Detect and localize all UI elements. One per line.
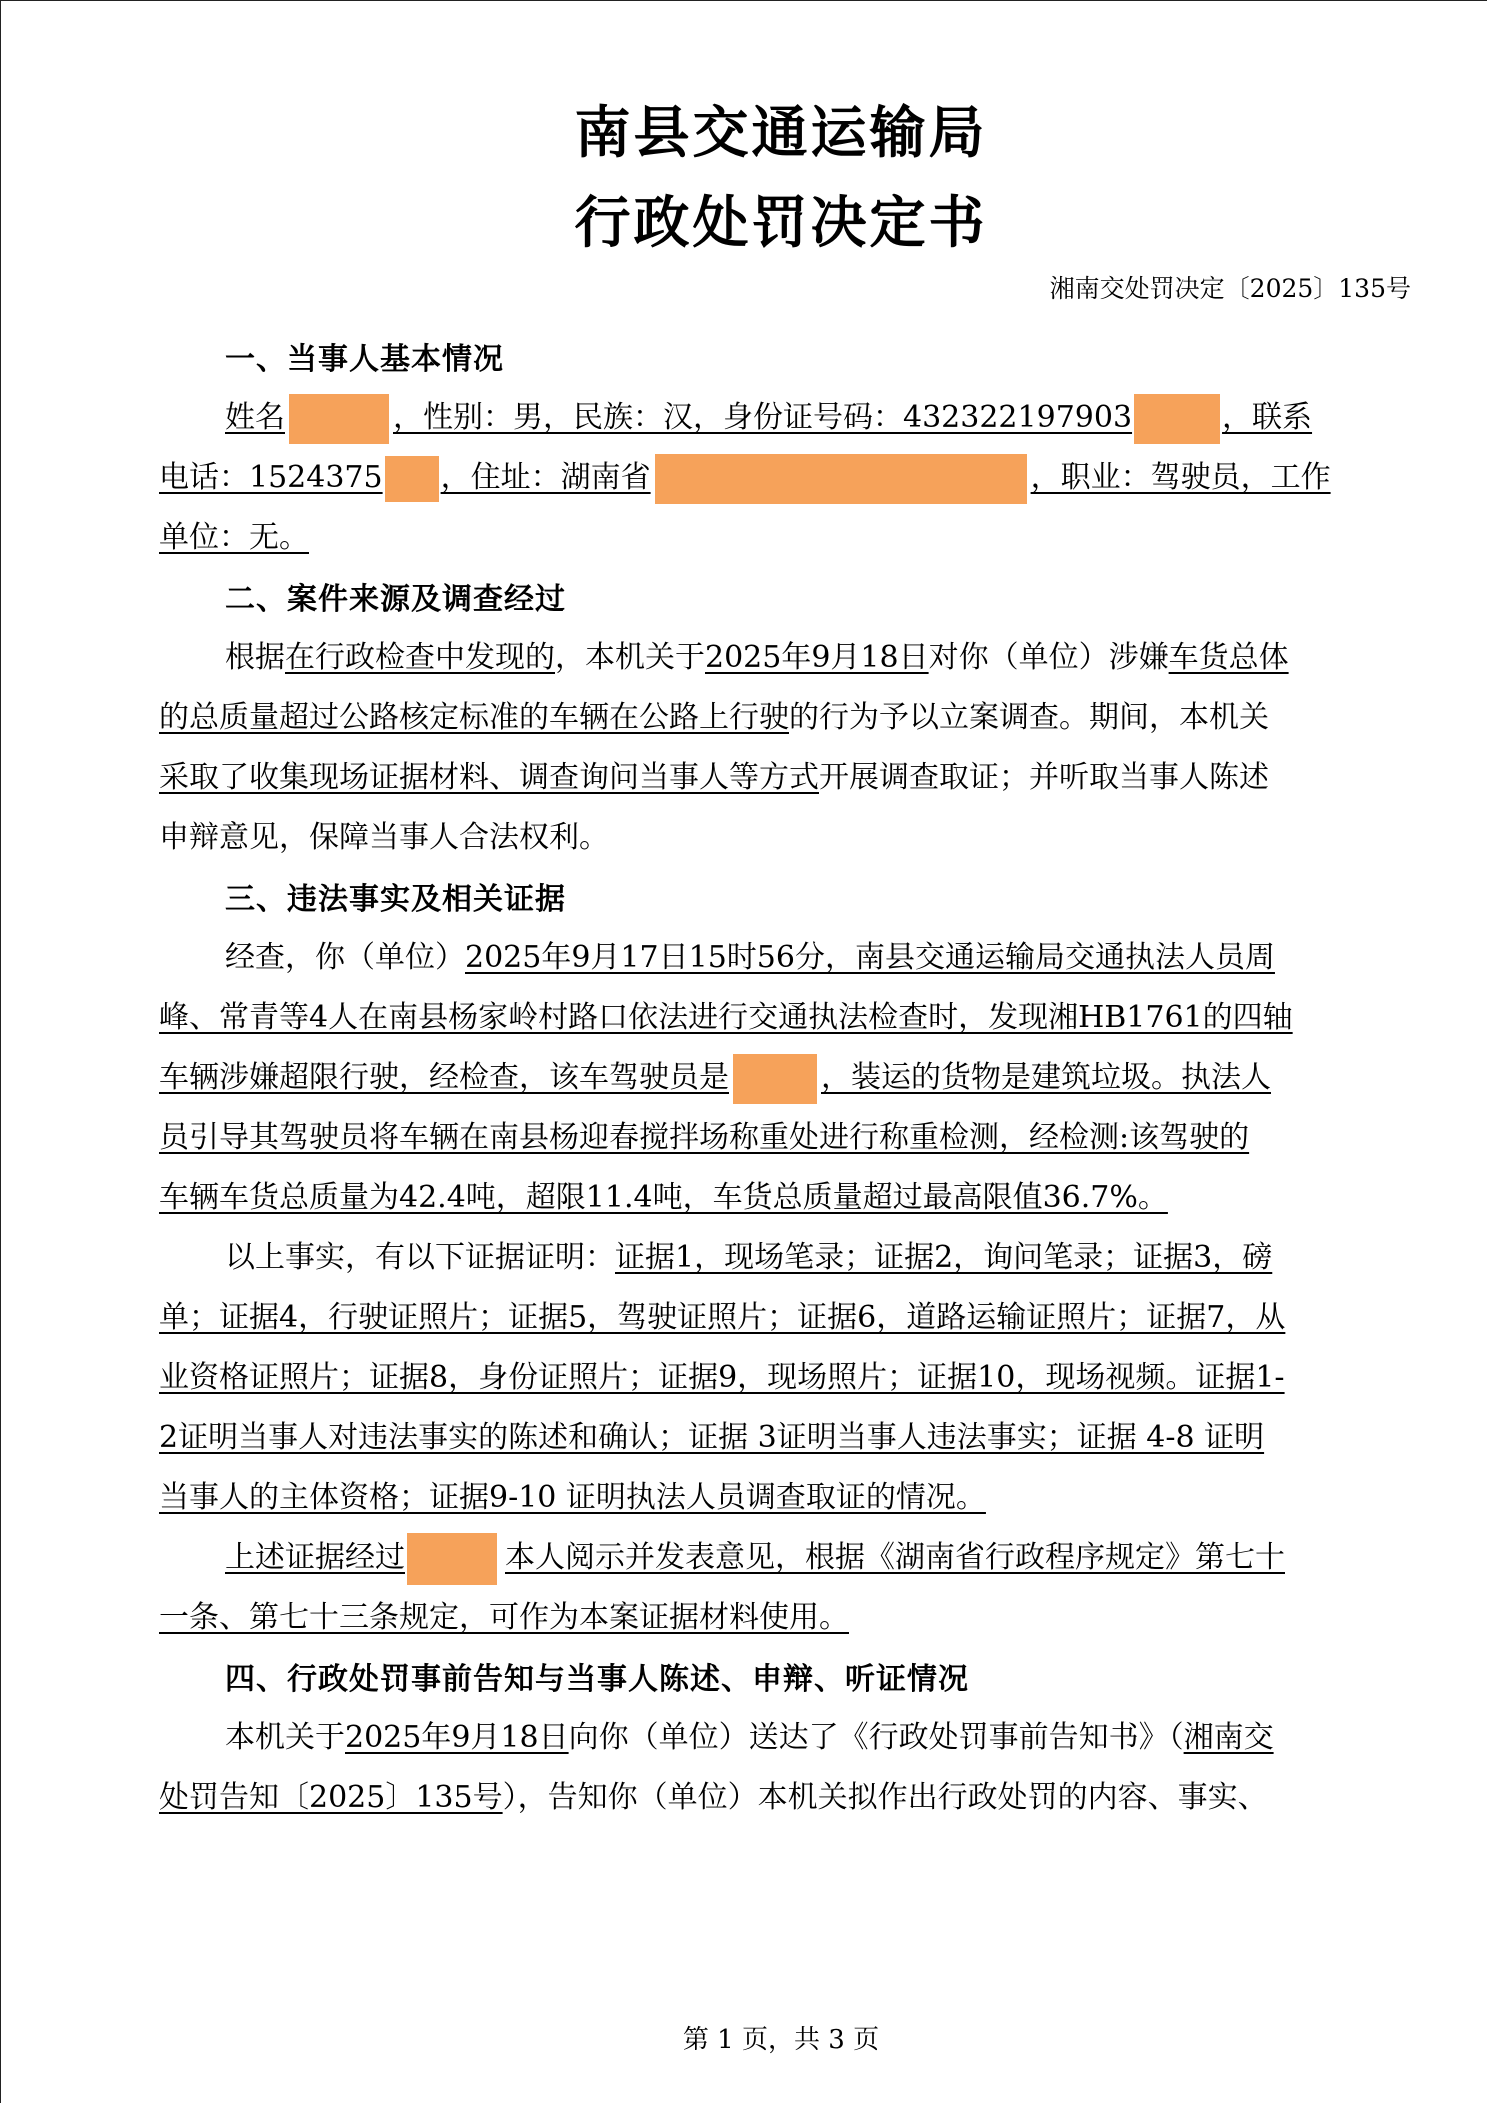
text: ，住址：湖南省 [440, 460, 651, 495]
text: 证据1，现场笔录；证据2，询问笔录；证据3，磅 [615, 1240, 1273, 1275]
text: ，本机关于 [555, 640, 705, 675]
evidence-line-3: 业资格证照片；证据8，身份证照片；证据9，现场照片；证据10，现场视频。证据1- [159, 1360, 1285, 1395]
text: 处罚告知〔2025〕135号 [159, 1780, 503, 1815]
document-number: 湘南交处罚决定〔2025〕135号 [1049, 274, 1411, 303]
text: 开展调查取证；并听取当事人陈述 [819, 760, 1269, 795]
redaction-box [407, 1533, 497, 1585]
section-3-line-1 [225, 932, 1275, 976]
text: 车辆涉嫌超限行驶，经检查，该车驾驶员是 [159, 1060, 729, 1095]
text: 姓名 [225, 400, 285, 435]
redaction-box [733, 1054, 817, 1104]
text: 2025年9月18日 [345, 1720, 569, 1755]
evidence-review-line-1 [225, 1532, 1285, 1585]
text: ，联系 [1222, 400, 1313, 435]
page-number: 第 1 页，共 3 页 [682, 2025, 880, 2055]
text: 湘南交 [1183, 1720, 1274, 1755]
document-type-title: 行政处罚决定书 [574, 190, 988, 256]
evidence-review-line-2: 一条、第七十三条规定，可作为本案证据材料使用。 [159, 1600, 849, 1635]
section-2-line-2 [159, 692, 1269, 736]
section-1-heading: 一、当事人基本情况 [225, 342, 504, 377]
text: 本机关于 [225, 1720, 345, 1755]
section-3-line-2: 峰、常青等4人在南县杨家岭村路口依法进行交通执法检查时，发现湘HB1761的四轴 [159, 1000, 1293, 1035]
text: 向你（单位）送达了《行政处罚事前告知书》（ [568, 1720, 1184, 1755]
redaction-box [1134, 394, 1220, 444]
text: 对你（单位）涉嫌 [928, 640, 1169, 675]
text: 在行政检查中发现的 [285, 640, 555, 675]
section-2-line-4: 申辩意见，保障当事人合法权利。 [159, 820, 609, 855]
text: ，职业：驾驶员，工作 [1030, 460, 1331, 495]
evidence-line-1 [225, 1232, 1272, 1276]
section-1-line-2 [159, 452, 1331, 504]
section-4-line-1 [225, 1712, 1274, 1756]
text: 电话：1524375 [159, 460, 383, 495]
evidence-line-4: 2证明当事人对违法事实的陈述和确认；证据 3证明当事人违法事实；证据 4-8 证明 [159, 1420, 1265, 1455]
text: 本人阅示并发表意见，根据《湖南省行政程序规定》第七十 [505, 1540, 1285, 1575]
text: 车货总体 [1168, 640, 1289, 675]
section-3-line-3 [159, 1052, 1271, 1104]
section-4-heading: 四、行政处罚事前告知与当事人陈述、申辩、听证情况 [225, 1662, 969, 1697]
text: 上述证据经过 [225, 1540, 405, 1575]
document-agency-title: 南县交通运输局 [574, 100, 988, 166]
text: ，装运的货物是建筑垃圾。执法人 [821, 1060, 1271, 1095]
redaction-box [289, 394, 389, 444]
section-1-line-3: 单位：无。 [159, 520, 309, 555]
section-4-line-2 [159, 1772, 1268, 1816]
evidence-line-2: 单；证据4，行驶证照片；证据5，驾驶证照片；证据6，道路运输证照片；证据7，从 [159, 1300, 1286, 1335]
text: 的行为予以立案调查。期间，本机关 [789, 700, 1269, 735]
section-3-line-4: 员引导其驾驶员将车辆在南县杨迎春搅拌场称重处进行称重检测，经检测:该驾驶的 [159, 1120, 1250, 1155]
section-2-line-1 [225, 632, 1289, 676]
text: 采取了收集现场证据材料、调查询问当事人等方式 [159, 760, 819, 795]
section-3-heading: 三、违法事实及相关证据 [225, 882, 566, 917]
section-3-line-5: 车辆车货总质量为42.4吨，超限11.4吨，车货总质量超过最高限值36.7%。 [159, 1180, 1168, 1215]
text: 的总质量超过公路核定标准的车辆在公路上行驶 [159, 700, 789, 735]
text: ），告知你（单位）本机关拟作出行政处罚的内容、事实、 [502, 1780, 1268, 1815]
section-2-line-3 [159, 752, 1269, 796]
redaction-box [655, 454, 1027, 504]
evidence-line-5: 当事人的主体资格；证据9-10 证明执法人员调查取证的情况。 [159, 1480, 986, 1515]
text: 2025年9月17日15时56分，南县交通运输局交通执法人员周 [465, 940, 1275, 975]
text: 经查，你（单位） [225, 940, 465, 975]
section-1-line-1 [225, 392, 1312, 444]
redaction-box [385, 456, 439, 502]
text: ，性别：男，民族：汉，身份证号码：432322197903 [393, 400, 1133, 435]
text: 2025年9月18日 [705, 640, 929, 675]
text: 根据 [225, 640, 285, 675]
section-2-heading: 二、案件来源及调查经过 [225, 582, 566, 617]
text: 以上事实，有以下证据证明： [225, 1240, 615, 1275]
